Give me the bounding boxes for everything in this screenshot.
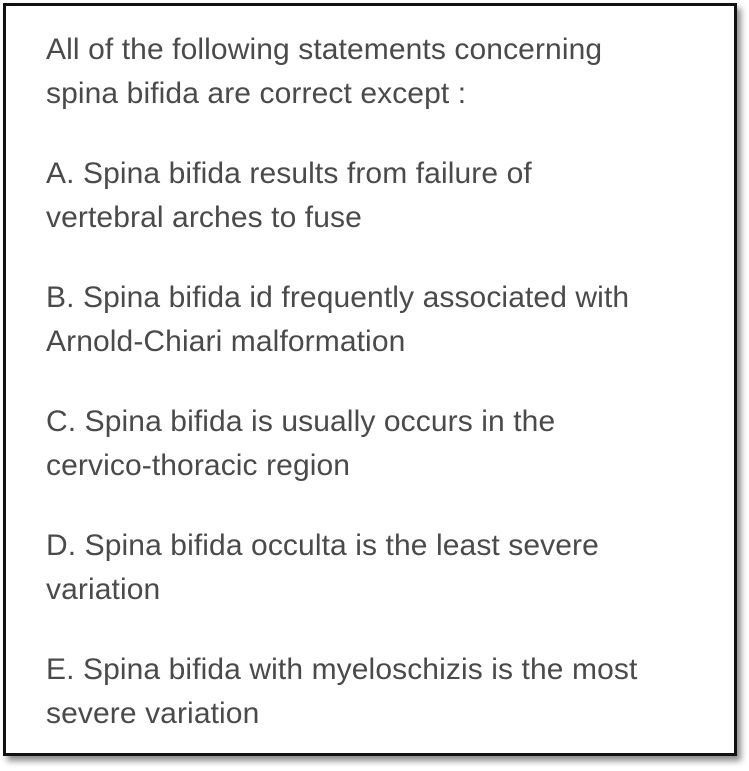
question-card — [3, 3, 737, 756]
option-c-line-2: cervico-thoracic region — [46, 449, 351, 482]
question-line-1: All of the following statements concerning — [46, 33, 603, 66]
option-c-line-1: C. Spina bifida is usually occurs in the — [46, 405, 556, 438]
option-e — [46, 648, 726, 736]
option-b — [46, 276, 726, 364]
option-b-line-2: Arnold-Chiari malformation — [46, 325, 406, 358]
option-a — [46, 152, 726, 240]
option-e-line-2: severe variation — [46, 697, 260, 730]
option-d-line-1: D. Spina bifida occulta is the least severe — [46, 529, 599, 562]
option-b-line-1: B. Spina bifida id frequently associated with — [46, 281, 630, 314]
question-stem — [46, 28, 726, 116]
option-a-line-2: vertebral arches to fuse — [46, 201, 362, 234]
option-c — [46, 400, 726, 488]
option-d-line-2: variation — [46, 573, 161, 606]
option-a-line-1: A. Spina bifida results from failure of — [46, 157, 532, 190]
question-content — [46, 28, 726, 736]
option-d — [46, 524, 726, 612]
question-line-2: spina bifida are correct except : — [46, 77, 467, 110]
option-e-line-1: E. Spina bifida with myeloschizis is the most — [46, 653, 638, 686]
